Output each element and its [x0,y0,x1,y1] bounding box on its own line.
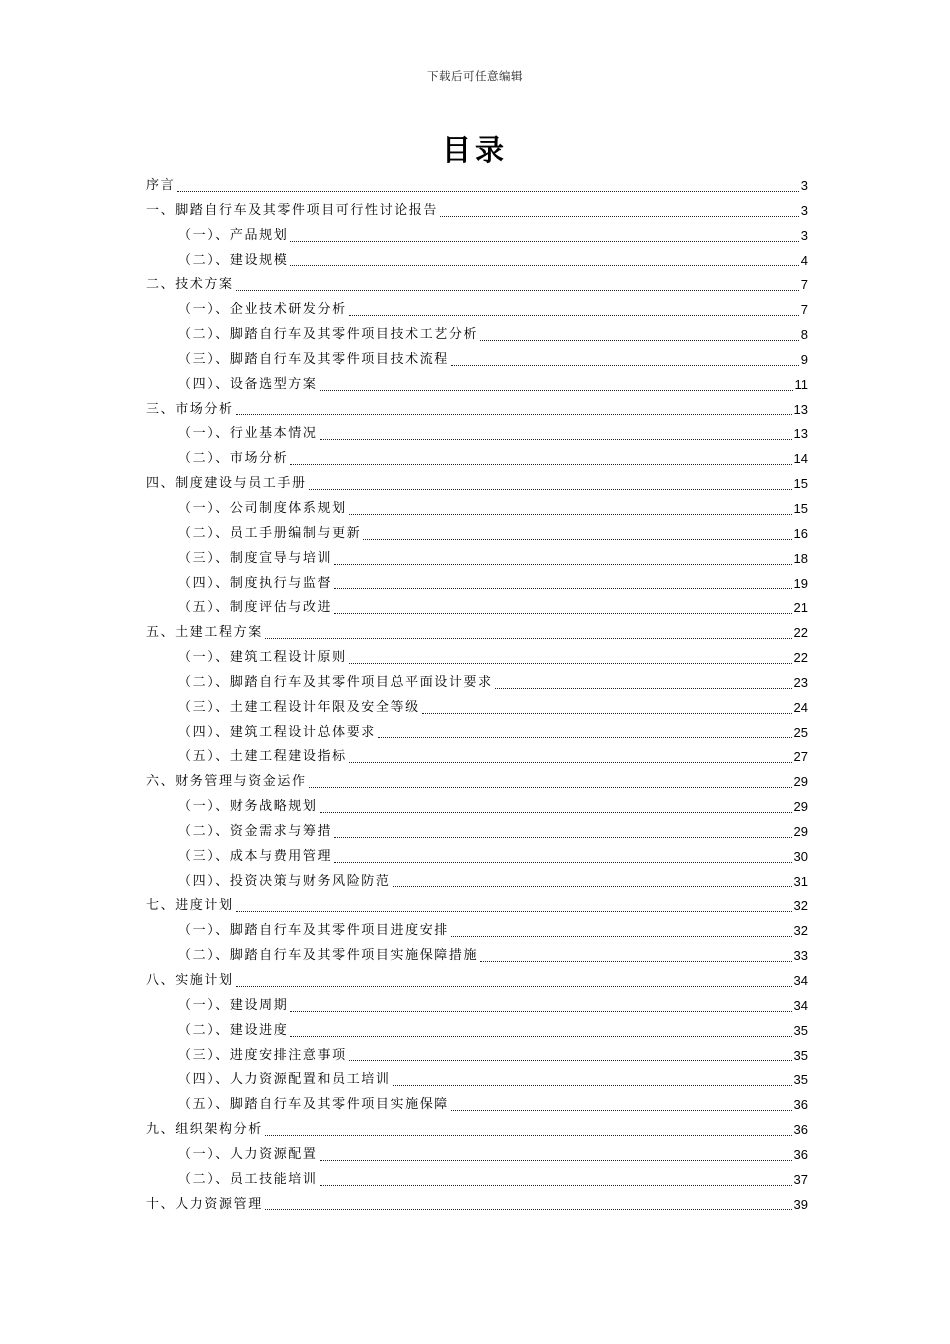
toc-page-number: 34 [793,997,808,1013]
toc-subentry[interactable] [146,1019,808,1044]
toc-page-number: 22 [793,625,808,641]
toc-entry-label: （一）、脚踏自行车及其零件项目进度安排 [178,923,449,939]
toc-entry[interactable] [146,894,808,919]
toc-entry[interactable] [146,770,808,795]
toc-subentry[interactable] [146,1143,808,1168]
toc-page-number: 35 [793,1022,808,1038]
toc-page-number: 32 [793,898,808,914]
toc-page-number: 15 [793,500,808,516]
toc-entry-label: （三）、进度安排注意事项 [178,1047,347,1063]
toc-subentry[interactable] [146,1044,808,1069]
toc-subentry[interactable] [146,323,808,348]
toc-subentry[interactable] [146,696,808,721]
toc-entry-label: （三）、土建工程设计年限及安全等级 [178,699,420,715]
toc-entry-label: （四）、建筑工程设计总体要求 [178,724,376,740]
toc-dot-leader [451,1110,792,1111]
toc-dot-leader [334,588,791,589]
toc-subentry[interactable] [146,572,808,597]
toc-page-number: 37 [793,1171,808,1187]
toc-page-number: 3 [800,178,808,193]
toc-page-number: 15 [793,476,808,492]
toc-page-number: 32 [793,923,808,939]
toc-dot-leader [480,340,799,341]
toc-page-number: 36 [793,1097,808,1113]
toc-page-number: 7 [800,277,808,293]
toc-page-number: 16 [793,525,808,541]
toc-entry[interactable] [146,1193,808,1218]
toc-page-number: 29 [793,823,808,839]
toc-page-number: 35 [793,1072,808,1088]
toc-dot-leader [290,241,798,242]
toc-page-number: 9 [800,351,808,367]
toc-subentry[interactable] [146,745,808,770]
toc-dot-leader [480,961,791,962]
toc-subentry[interactable] [146,596,808,621]
toc-page-number: 22 [793,650,808,666]
toc-entry-label: 九、组织架构分析 [146,1122,263,1138]
toc-entry[interactable] [146,621,808,646]
toc-dot-leader [320,439,792,440]
toc-dot-leader [320,1160,792,1161]
toc-entry-label: （一）、建设周期 [178,997,289,1013]
toc-entry-label: （四）、设备选型方案 [178,376,318,392]
toc-subentry[interactable] [146,224,808,249]
toc-entry-label: （一）、建筑工程设计原则 [178,650,347,666]
toc-page-number: 7 [800,302,808,318]
toc-entry-label: （一）、产品规划 [178,227,289,243]
toc-entry-label: 五、土建工程方案 [146,625,263,641]
toc-entry-label: （三）、成本与费用管理 [178,848,333,864]
toc-subentry[interactable] [146,422,808,447]
toc-dot-leader [320,1185,792,1186]
toc-subentry[interactable] [146,447,808,472]
toc-dot-leader [451,365,799,366]
toc-entry-label: （二）、员工手册编制与更新 [178,525,362,541]
toc-dot-leader [495,688,792,689]
toc-entry-label: （四）、制度执行与监督 [178,575,333,591]
toc-entry-label: （一）、公司制度体系规划 [178,500,347,516]
toc-subentry[interactable] [146,646,808,671]
toc-page-number: 25 [793,724,808,740]
toc-page-number: 13 [793,426,808,442]
toc-page-number: 27 [793,749,808,765]
toc-page-number: 11 [794,376,808,392]
toc-dot-leader [440,216,799,217]
toc-dot-leader [320,812,792,813]
toc-dot-leader [349,762,792,763]
toc-page-number: 3 [800,227,808,243]
toc-page-number: 33 [793,948,808,964]
toc-page-number: 19 [793,575,808,591]
toc-entry-label: （一）、财务战略规划 [178,799,318,815]
toc-dot-leader [393,1085,792,1086]
toc-dot-leader [290,265,798,266]
toc-page-number: 29 [793,774,808,790]
toc-page-number: 21 [793,600,808,616]
toc-entry-label: 三、市场分析 [146,401,234,417]
toc-dot-leader [309,489,792,490]
toc-page-number: 24 [793,699,808,715]
toc-dot-leader [334,564,791,565]
toc-page-number: 31 [793,873,808,889]
toc-page-number: 14 [793,451,808,467]
toc-entry-label: （五）、土建工程建设指标 [178,749,347,765]
toc-dot-leader [290,1011,791,1012]
toc-subentry[interactable] [146,1168,808,1193]
toc-entry-label: 六、财务管理与资金运作 [146,774,307,790]
toc-dot-leader [451,936,792,937]
toc-dot-leader [393,886,792,887]
toc-entry-label: （二）、市场分析 [178,451,289,467]
toc-subentry[interactable] [146,944,808,969]
toc-entry[interactable] [146,174,808,199]
toc-subentry[interactable] [146,795,808,820]
toc-entry-label: （五）、制度评估与改进 [178,600,333,616]
toc-subentry[interactable] [146,994,808,1019]
toc-dot-leader [290,1036,791,1037]
toc-entry-label: （五）、脚踏自行车及其零件项目实施保障 [178,1097,449,1113]
toc-page-number: 18 [793,550,808,566]
toc-entry-label: （一）、企业技术研发分析 [178,302,347,318]
toc-page-number: 8 [800,327,808,343]
toc-subentry[interactable] [146,497,808,522]
header-note: 下载后可任意编辑 [427,69,523,83]
toc-subentry[interactable] [146,870,808,895]
toc-page-number: 36 [793,1146,808,1162]
toc-dot-leader [378,737,792,738]
toc-entry-label: （二）、建设规模 [178,252,289,268]
toc-dot-leader [236,414,792,415]
toc-entry-label: （三）、制度宣导与培训 [178,550,333,566]
toc-entry-label: （四）、投资决策与财务风险防范 [178,873,391,889]
toc-page-number: 4 [800,252,808,268]
toc-dot-leader [309,787,792,788]
toc-subentry[interactable] [146,820,808,845]
toc-subentry[interactable] [146,298,808,323]
toc-subentry[interactable] [146,373,808,398]
toc-entry-label: （二）、脚踏自行车及其零件项目实施保障措施 [178,948,479,964]
toc-entry-label: （三）、脚踏自行车及其零件项目技术流程 [178,351,449,367]
toc-subentry[interactable] [146,1093,808,1118]
toc-entry-label: 一、脚踏自行车及其零件项目可行性讨论报告 [146,202,439,218]
toc-subentry[interactable] [146,249,808,274]
toc-subentry[interactable] [146,845,808,870]
toc-entry[interactable] [146,199,808,224]
toc-entry[interactable] [146,398,808,423]
toc-entry-label: （二）、员工技能培训 [178,1171,318,1187]
toc-dot-leader [422,713,792,714]
toc-entry[interactable] [146,969,808,994]
toc-entry-label: 序言 [146,178,176,193]
toc-page-number: 36 [793,1122,808,1138]
toc-page-number: 39 [793,1196,808,1212]
toc-page-number: 30 [793,848,808,864]
toc-dot-leader [236,986,792,987]
toc-dot-leader [177,191,799,192]
toc-dot-leader [349,663,792,664]
toc-subentry[interactable] [146,671,808,696]
toc-entry-label: （四）、人力资源配置和员工培训 [178,1072,391,1088]
toc-dot-leader [320,390,793,391]
toc-entry[interactable] [146,472,808,497]
toc-dot-leader [334,837,791,838]
toc-page-number: 13 [793,401,808,417]
toc-entry-label: （二）、资金需求与筹措 [178,823,333,839]
toc-dot-leader [349,1060,792,1061]
toc-entry-label: （二）、脚踏自行车及其零件项目总平面设计要求 [178,674,493,690]
toc-page-number: 23 [793,674,808,690]
toc-entry[interactable] [146,1118,808,1143]
toc-entry[interactable] [146,273,808,298]
toc-page-number: 3 [800,202,808,218]
toc-entry-label: 十、人力资源管理 [146,1196,263,1212]
table-of-contents [146,174,808,1217]
toc-subentry[interactable] [146,522,808,547]
toc-entry-label: 四、制度建设与员工手册 [146,476,307,492]
toc-entry-label: 七、进度计划 [146,898,234,914]
toc-dot-leader [290,464,791,465]
toc-entry-label: 八、实施计划 [146,973,234,988]
toc-entry-label: （一）、行业基本情况 [178,426,318,442]
toc-dot-leader [265,1135,792,1136]
toc-dot-leader [349,514,792,515]
toc-dot-leader [334,613,791,614]
toc-subentry[interactable] [146,547,808,572]
toc-dot-leader [265,1209,792,1210]
toc-subentry[interactable] [146,348,808,373]
toc-dot-leader [236,911,792,912]
toc-entry-label: （二）、脚踏自行车及其零件项目技术工艺分析 [178,327,479,343]
toc-dot-leader [349,315,799,316]
page-title: 目录 [441,133,508,167]
toc-dot-leader [265,638,792,639]
toc-page-number: 29 [793,799,808,815]
toc-page-number: 35 [793,1047,808,1063]
toc-entry-label: （二）、建设进度 [178,1022,289,1038]
toc-dot-leader [334,862,791,863]
toc-subentry[interactable] [146,1068,808,1093]
toc-subentry[interactable] [146,919,808,944]
toc-dot-leader [236,290,799,291]
toc-entry-label: 二、技术方案 [146,277,234,293]
toc-page-number: 34 [793,973,808,988]
toc-subentry[interactable] [146,721,808,746]
toc-entry-label: （一）、人力资源配置 [178,1146,318,1162]
toc-dot-leader [363,539,791,540]
